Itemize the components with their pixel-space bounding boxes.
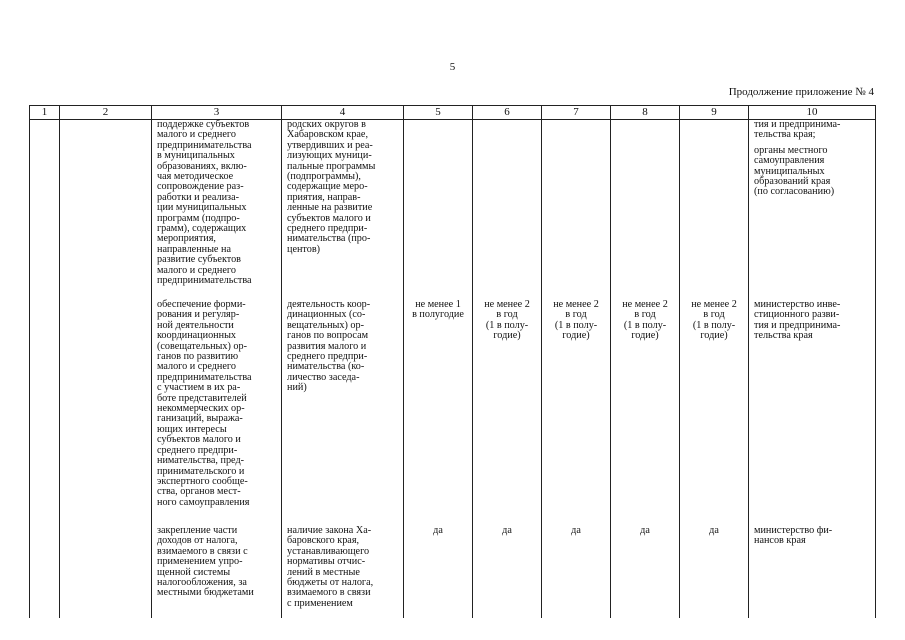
cell-value: [404, 524, 473, 618]
cell-value: [542, 120, 611, 299]
cell-value: [542, 524, 611, 618]
measure-text: поддержке субъектов малого и среднего предпринимательства в муниципальных образованиях, вклю- чая методическое сопровождение раз- работки и реализа- ции муниципальных программ (подпро- грамм), содержащих мероприятия, направленные на развитие субъектов малого и среднего предпринимательства: [157, 119, 252, 287]
column-header: 2: [60, 106, 152, 120]
cell-responsible: [749, 298, 876, 524]
value-text: не менее 2 в год (1 в полу- годие): [553, 299, 599, 342]
responsible-text: министерство инве- стиционного разви- тия и предпринима- тельства края: [754, 299, 841, 342]
cell-indicator: [282, 298, 404, 524]
table-row: [30, 120, 876, 299]
continuation-label: Продолжение приложение № 4: [728, 86, 874, 98]
measure-text: закрепление части доходов от налога, взимаемого в связи с применением упро- щенной системы налогообложения, за местными бюджетами: [157, 525, 254, 599]
cell-measure: [152, 524, 282, 618]
column-number-row: [30, 106, 876, 120]
cell-value: [473, 120, 542, 299]
value-text: не менее 2 в год (1 в полу- годие): [484, 299, 530, 342]
table-row: [30, 524, 876, 618]
cell-measure: [152, 120, 282, 299]
responsible-text: органы местного самоуправления муниципальных образований края (по согласованию): [754, 144, 835, 198]
column-header: 7: [542, 106, 611, 120]
cell-value: [473, 524, 542, 618]
column-header: 1: [30, 106, 60, 120]
cell-value: [404, 120, 473, 299]
cell-indicator: [282, 120, 404, 299]
indicator-text: деятельность коор- динационных (со- вещательных) ор- ганов по вопросам развития малого и среднего предпри- нимательства (ко- личество заседа- ний): [287, 299, 371, 394]
cell-value: [680, 524, 749, 618]
cell-number: [30, 298, 60, 524]
cell-value: [542, 298, 611, 524]
cell-responsible: [749, 524, 876, 618]
value-text: не менее 2 в год (1 в полу- годие): [622, 299, 668, 342]
column-header: 4: [282, 106, 404, 120]
cell-number: [30, 120, 60, 299]
value-text: да: [571, 525, 581, 536]
cell-task: [60, 524, 152, 618]
value-text: не менее 2 в год (1 в полу- годие): [691, 299, 737, 342]
cell-responsible: [749, 120, 876, 299]
column-header: 5: [404, 106, 473, 120]
responsible-text: тия и предпринима- тельства края;: [754, 119, 841, 141]
value-text: да: [640, 525, 650, 536]
value-text: да: [502, 525, 512, 536]
cell-value: [680, 298, 749, 524]
cell-task: [60, 298, 152, 524]
cell-value: [404, 298, 473, 524]
indicator-text: наличие закона Ха- баровского края, устанавливающего нормативы отчис- лений в местные бюджеты от налога, взимаемого в связи с применением: [287, 525, 374, 609]
indicator-text: родских округов в Хабаровском крае, утвердивших и реа- лизующих муници- пальные программы (подпрограммы), содержащие меро- приятия, направ- ленные на развитие субъектов малого и среднего предпри- нимательства (про- центов): [287, 119, 376, 255]
table-row: [30, 298, 876, 524]
responsible-text: министерство фи- нансов края: [754, 525, 833, 547]
column-header: 10: [749, 106, 876, 120]
column-header: 6: [473, 106, 542, 120]
value-text: да: [709, 525, 719, 536]
cell-indicator: [282, 524, 404, 618]
cell-number: [30, 524, 60, 618]
column-header: 3: [152, 106, 282, 120]
cell-value: [473, 298, 542, 524]
cell-value: [611, 298, 680, 524]
page-number: 5: [449, 61, 456, 73]
value-text: не менее 1 в полугодие: [412, 299, 464, 321]
cell-task: [60, 120, 152, 299]
indicator-table: [29, 105, 876, 618]
column-header: 8: [611, 106, 680, 120]
value-text: да: [433, 525, 443, 536]
cell-value: [611, 120, 680, 299]
cell-measure: [152, 298, 282, 524]
cell-value: [680, 120, 749, 299]
measure-text: обеспечение форми- рования и регуляр- ной деятельности координационных (совещательных) ор- ганов по развитию малого и среднего предпринимательства с участием в их ра- боте представителей некоммерческих ор- ганизаций, выража- ющих интересы субъектов малого и среднего предпри- нимательства, пред- принимательского и экспертного сообще- ства, органов мест- ного самоуправления: [157, 299, 252, 508]
cell-value: [611, 524, 680, 618]
column-header: 9: [680, 106, 749, 120]
